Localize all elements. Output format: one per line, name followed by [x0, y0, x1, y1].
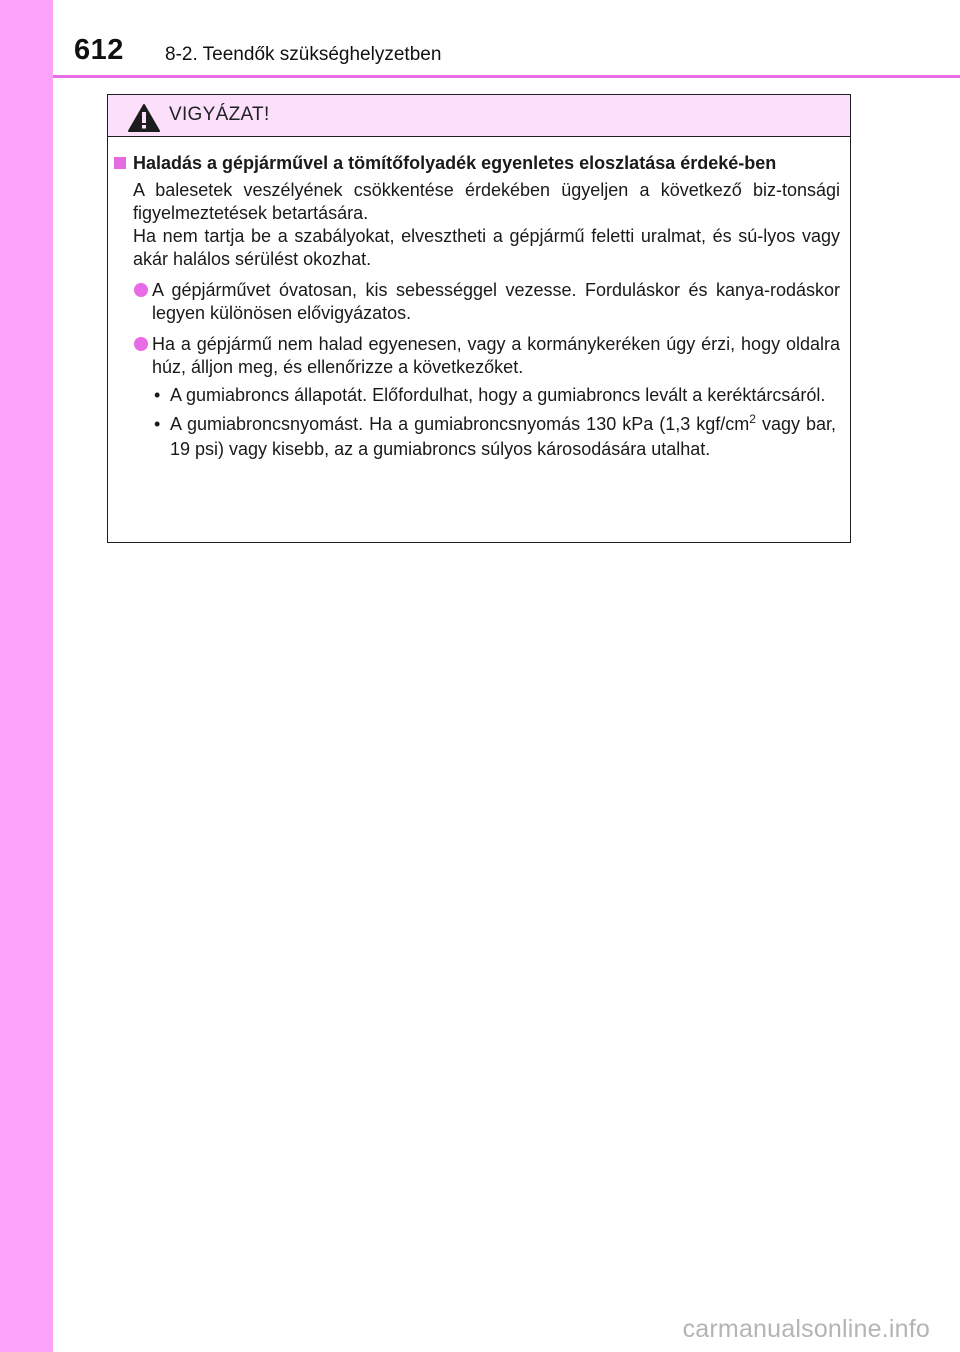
- side-color-strip: [0, 0, 53, 1352]
- sub-list-item-text: A gumiabroncs állapotát. Előfordulhat, hogy a gumiabroncs levált a keréktárcsáról.: [170, 385, 826, 405]
- list-item: [152, 279, 840, 325]
- superscript: 2: [749, 412, 756, 426]
- sub-list-item: [154, 383, 836, 408]
- warning-content: [108, 152, 850, 462]
- warning-triangle-icon: [127, 103, 161, 133]
- list-item: [152, 333, 840, 379]
- dot-bullet-icon: •: [154, 385, 161, 405]
- watermark: carmanualsonline.info: [682, 1315, 930, 1343]
- list-item-text: Ha a gépjármű nem halad egyenesen, vagy a kormánykeréken úgy érzi, hogy oldalra húz, álljon meg, és ellenőrizze a következőket.: [152, 334, 840, 377]
- sub-list-item-text-cont: vagy bar, 19 psi) vagy kisebb, az a gumiabroncs súlyos károsodására utalhat.: [170, 414, 836, 459]
- list-item-text: A gépjárművet óvatosan, kis sebességgel vezesse. Forduláskor és kanya-rodáskor legyen különösen elővigyázatos.: [152, 280, 840, 323]
- dot-bullet-icon: •: [154, 414, 161, 434]
- chapter-title: 8-2. Teendők szükséghelyzetben: [165, 44, 442, 65]
- page-number: 612: [74, 34, 124, 66]
- circle-bullet-icon: [134, 337, 148, 351]
- intro-paragraph: [133, 179, 840, 271]
- circle-bullet-icon: [134, 283, 148, 297]
- section-heading-text: Haladás a gépjárművel a tömítőfolyadék egyenletes eloszlatása érdeké-ben: [133, 153, 777, 173]
- warning-title: VIGYÁZAT!: [169, 104, 270, 125]
- sub-list-item: [154, 412, 836, 462]
- section-heading: [133, 152, 840, 175]
- warning-box: [107, 94, 851, 543]
- header-rule: [53, 75, 960, 78]
- sub-list-item-text: A gumiabroncsnyomást. Ha a gumiabroncsnyomás 130 kPa (1,3 kgf/cm: [170, 414, 750, 434]
- square-bullet-icon: [114, 157, 126, 169]
- intro-line-2: Ha nem tartja be a szabályokat, elvesztheti a gépjármű feletti uralmat, és sú-lyos vagy akár halálos sérülést okozhat.: [133, 226, 840, 269]
- intro-line-1: A balesetek veszélyének csökkentése érdekében ügyeljen a következő biz-tonsági figyelmeztetések betartására.: [133, 180, 840, 223]
- warning-header: [108, 95, 850, 137]
